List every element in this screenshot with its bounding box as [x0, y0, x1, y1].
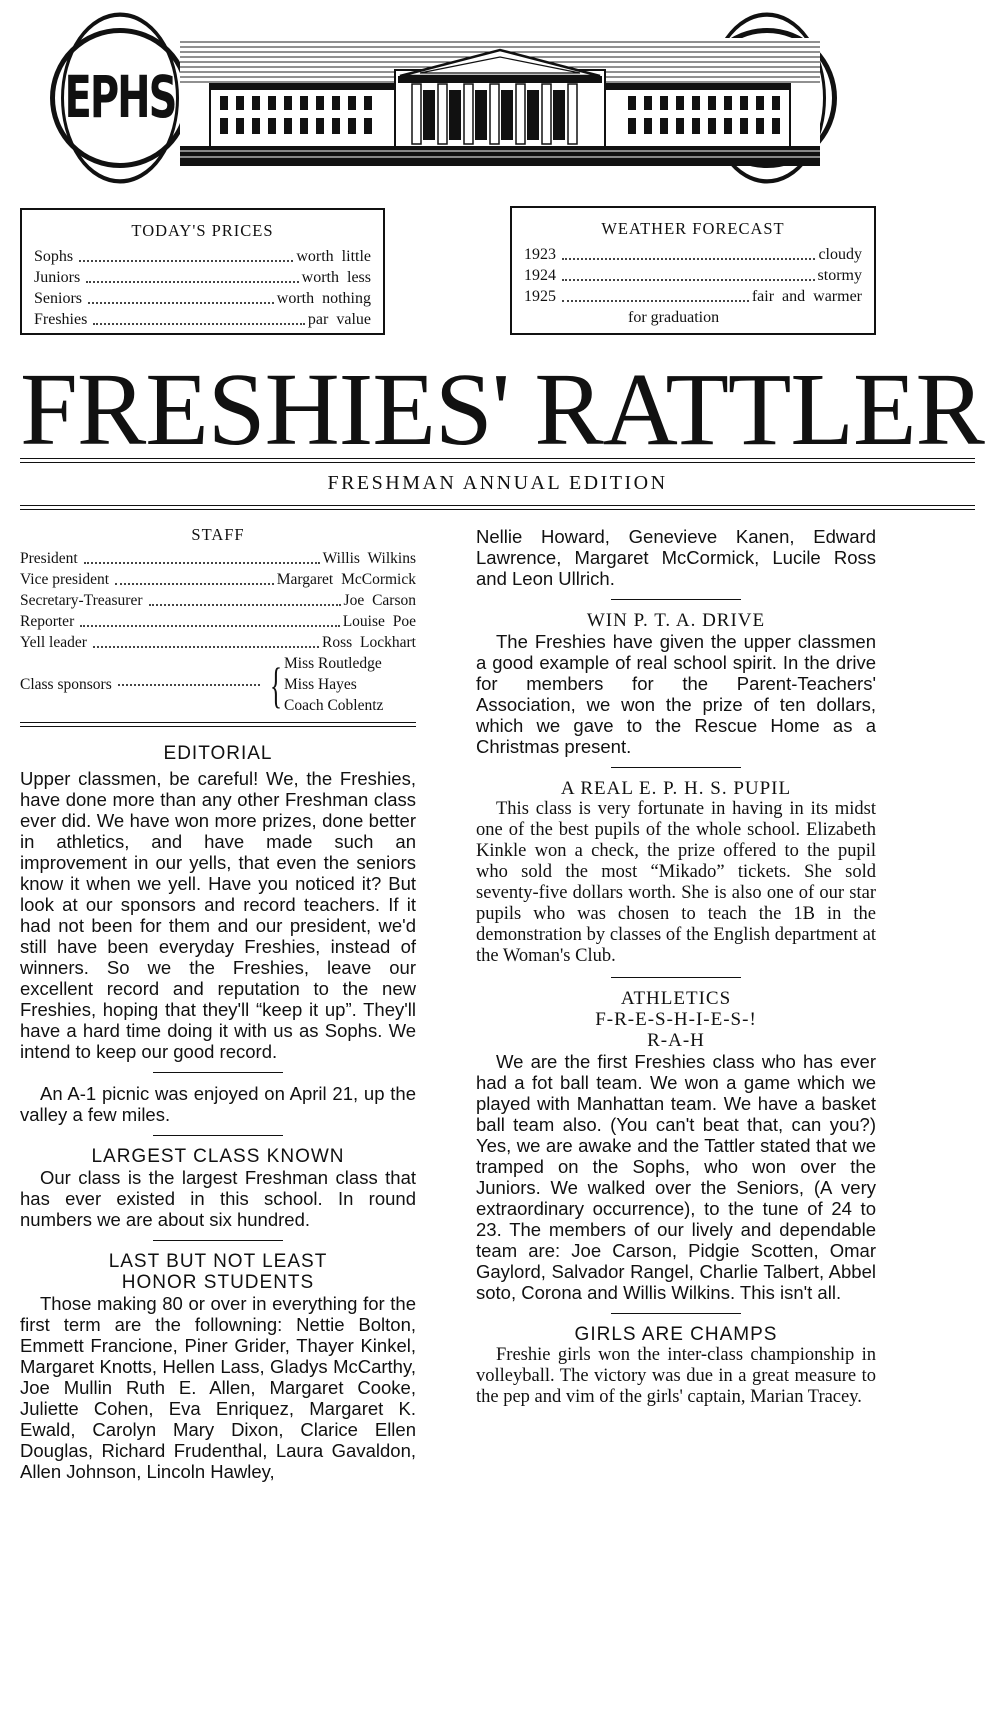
- sponsor-name: Coach Coblentz: [284, 697, 384, 714]
- weather-row: 1925 fair and warmer: [524, 288, 862, 305]
- ephs-seal-letters: EPHS: [61, 12, 179, 183]
- price-row: Juniors worth less: [34, 269, 371, 286]
- editorial-body: Upper classmen, be careful! We, the Freshies, have done more than any other Freshman class ever did. We have won more prizes, done better in athletics, and have made such an improvement in our yells, that even the seniors know it when we yell. Have you noticed it? But look at our sponsors and record teachers. If it had not been for them and our president, we'd still have been everyday Freshies, instead of winners. So we the Freshies, leave our excellent record and reputation to the new Freshies, hoping that they'll “keep it up”. They'll have a hard time doing it with us as Sophs. We intend to keep our good record.: [20, 768, 416, 1062]
- school-building-illustration: [180, 38, 820, 166]
- section-rule: [153, 1240, 283, 1241]
- todays-prices-box: [20, 208, 385, 335]
- section-rule: [153, 1072, 283, 1073]
- athletics-cheer-2: R-A-H: [647, 1030, 705, 1051]
- weather-forecast-box: [510, 206, 876, 335]
- honor-heading-2: HONOR STUDENTS: [121, 1272, 315, 1293]
- athletics-heading: ATHLETICS: [620, 988, 732, 1009]
- sponsor-name: Miss Routledge: [284, 655, 382, 672]
- newspaper-title: FRESHIES' RATTLER: [20, 352, 984, 467]
- weather-heading: WEATHER FORECAST: [601, 219, 785, 238]
- picnic-body: An A-1 picnic was enjoyed on April 21, up the valley a few miles.: [20, 1083, 416, 1125]
- sponsor-name: Miss Hayes: [284, 676, 357, 693]
- largest-body: Our class is the largest Freshman class that has ever existed in this school. In round numbers we are about six hundred.: [20, 1167, 416, 1230]
- right-column: [476, 526, 876, 1408]
- prices-heading: TODAY'S PRICES: [131, 221, 274, 240]
- athletics-body: We are the first Freshies class who has ever had a fot ball team. We won a game which we played with Manhattan team. We have a basket ball team also. (You can't beat that, can you?) Yes, we are awake and the Tattler stated that we tramped on the Sophs, who won over the Juniors. We walked over the Seniors, (A very extraordinary occurrence), to the tune of 24 to 23. The members of our lively and dependable team are: Joe Carson, Pidgie Scotten, Omar Gaylord, Salvador Rangel, Charlie Talbert, Abbel soto, Corona and Willis Wilkins. This isn't all.: [476, 1051, 876, 1303]
- staff-row: Secretary-Treasurer Joe Carson: [20, 592, 416, 609]
- title-rule: [20, 458, 975, 463]
- athletics-cheer-1: F-R-E-S-H-I-E-S-!: [595, 1009, 757, 1030]
- pupil-body: This class is very fortunate in having in its midst one of the best pupils of the whole school. Elizabeth Kinkle won a check, the prize offered to the pupil who sold the most “Mikado” tickets. She sold seventy-five dollars worth. She is also one of our star pupils who was chosen to teach the 1B in the demonstration by classes of the English department at the Woman's Club.: [476, 799, 876, 966]
- brace-icon: {: [270, 656, 282, 713]
- section-rule: [611, 599, 741, 600]
- weather-row: 1924 stormy: [524, 267, 862, 284]
- staff-heading: STAFF: [191, 525, 245, 544]
- section-rule: [611, 767, 741, 768]
- honor-heading-1: LAST BUT NOT LEAST: [108, 1251, 328, 1272]
- sponsors-label: Class sponsors: [20, 676, 112, 693]
- section-rule: [611, 977, 741, 978]
- sponsors-list: [284, 653, 416, 716]
- staff-section: [20, 524, 416, 716]
- ephs-seal: [50, 28, 190, 168]
- pta-body: The Freshies have given the upper classmen a good example of real school spirit. In the drive for members for the Parent-Teachers' Association, we won the prize of ten dollars, which we gave to the Rescue Home as a Christmas present.: [476, 631, 876, 757]
- staff-row: Yell leader Ross Lockhart: [20, 634, 416, 651]
- pta-heading: WIN P. T. A. DRIVE: [586, 610, 766, 631]
- price-row: Seniors worth nothing: [34, 290, 371, 307]
- largest-heading: LARGEST CLASS KNOWN: [91, 1146, 345, 1167]
- price-row: Freshies par value: [34, 311, 371, 328]
- girls-heading: GIRLS ARE CHAMPS: [574, 1324, 778, 1345]
- price-row: Sophs worth little: [34, 248, 371, 265]
- section-rule: [153, 1135, 283, 1136]
- honor-body: Those making 80 or over in everything for the first term are the followning: Nettie Bolton, Emmett Francione, Piner Grider, Thayer Kinkel, Margaret Knotts, Hellen Lass, Gladys McCarthy, Joe Mullin Ruth E. Allen, Margaret Cooke, Juliette Cohen, Eva Enriquez, Margaret K. Ewald, Carolyn Mary Dixon, Clarice Ellen Douglas, Richard Frudenthal, Laura Gavaldon, Allen Johnson, Lincoln Hawley,: [20, 1293, 416, 1482]
- pupil-heading: A REAL E. P. H. S. PUPIL: [560, 778, 792, 799]
- left-column: [20, 524, 416, 1482]
- staff-rule: [20, 722, 416, 727]
- edition-line: FRESHMAN ANNUAL EDITION: [327, 472, 668, 494]
- class-sponsors: [20, 653, 416, 716]
- staff-row: Reporter Louise Poe: [20, 613, 416, 630]
- section-rule: [611, 1313, 741, 1314]
- weather-row: 1923 cloudy: [524, 246, 862, 263]
- edition-rule: [20, 505, 975, 510]
- staff-row: President Willis Wilkins: [20, 550, 416, 567]
- weather-trailer: for graduation: [628, 309, 720, 326]
- honor-continued: Nellie Howard, Genevieve Kanen, Edward Lawrence, Margaret McCormick, Lucile Ross and Leon Ullrich.: [476, 526, 876, 589]
- editorial-heading: EDITORIAL: [163, 743, 273, 764]
- staff-row: Vice president Margaret McCormick: [20, 571, 416, 588]
- girls-body: Freshie girls won the inter-class championship in volleyball. The victory was due in a great measure to the pep and vim of the girls' captain, Marian Tracey.: [476, 1345, 876, 1407]
